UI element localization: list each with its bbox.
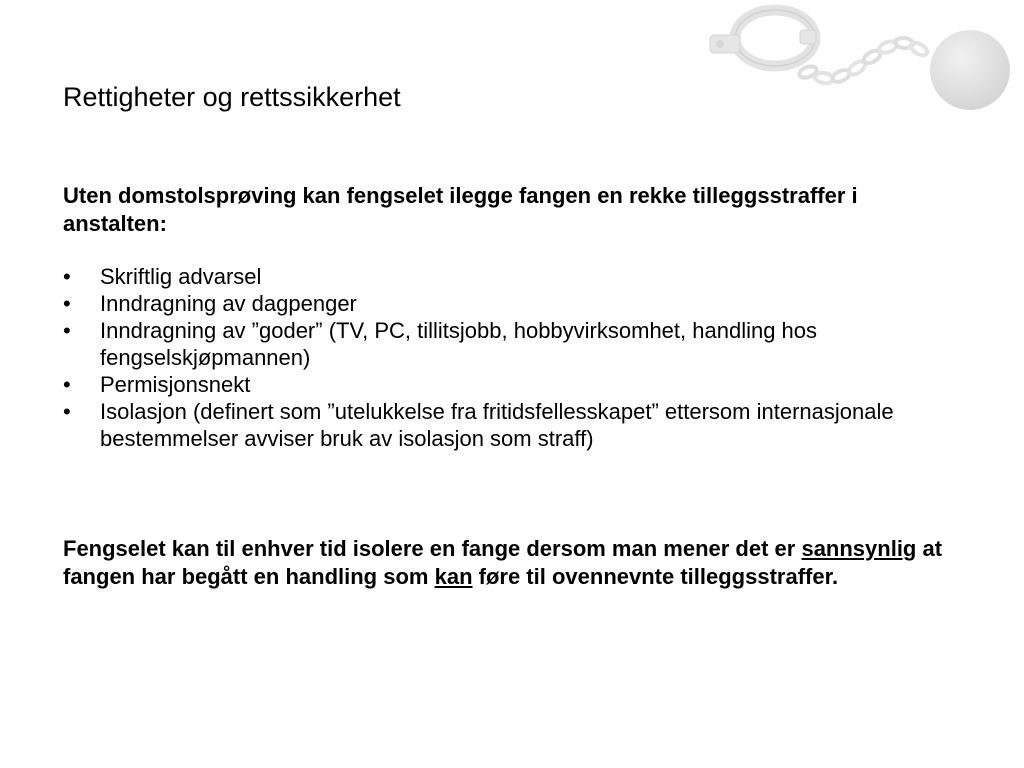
list-item-text: Isolasjon (definert som ”utelukkelse fra fritidsfellesskapet” ettersom internasjonale bestemmelser avviser bruk av isolasjon som straff) — [100, 399, 894, 451]
list-item-text: Inndragning av ”goder” (TV, PC, tillitsjobb, hobbyvirksomhet, handling hos fengselskjøpmannen) — [100, 318, 818, 370]
conclusion-part: at fangen har begått en handling som — [63, 536, 943, 589]
slide-title: Rettigheter og rettssikkerhet — [63, 82, 401, 112]
list-item — [63, 398, 963, 452]
list-item — [63, 263, 963, 290]
list-item — [63, 371, 963, 398]
list-item — [63, 317, 963, 371]
list-item — [63, 290, 963, 317]
conclusion-part: føre til ovennevnte tilleggsstraffer. — [472, 564, 839, 589]
ball-and-chain-icon — [700, 0, 1024, 115]
bullet-dot: • — [63, 399, 71, 424]
underlined-word-kan: kan — [434, 564, 473, 589]
bullet-dot: • — [63, 291, 71, 316]
underlined-word-sannsynlig: sannsynlig — [801, 536, 917, 561]
bullet-dot: • — [63, 372, 71, 397]
list-item-text: Permisjonsnekt — [100, 372, 251, 397]
bullet-dot: • — [63, 318, 71, 343]
bullet-list — [63, 263, 963, 452]
list-item-text: Skriftlig advarsel — [100, 264, 262, 289]
conclusion-part: Fengselet kan til enhver tid isolere en fange dersom man mener det er — [63, 536, 802, 561]
intro-text: Uten domstolsprøving kan fengselet ilegge fangen en rekke tilleggsstraffer i anstalten: — [63, 183, 858, 236]
conclusion-text — [63, 535, 983, 591]
list-item-text: Inndragning av dagpenger — [100, 291, 357, 316]
bullet-dot: • — [63, 264, 71, 289]
